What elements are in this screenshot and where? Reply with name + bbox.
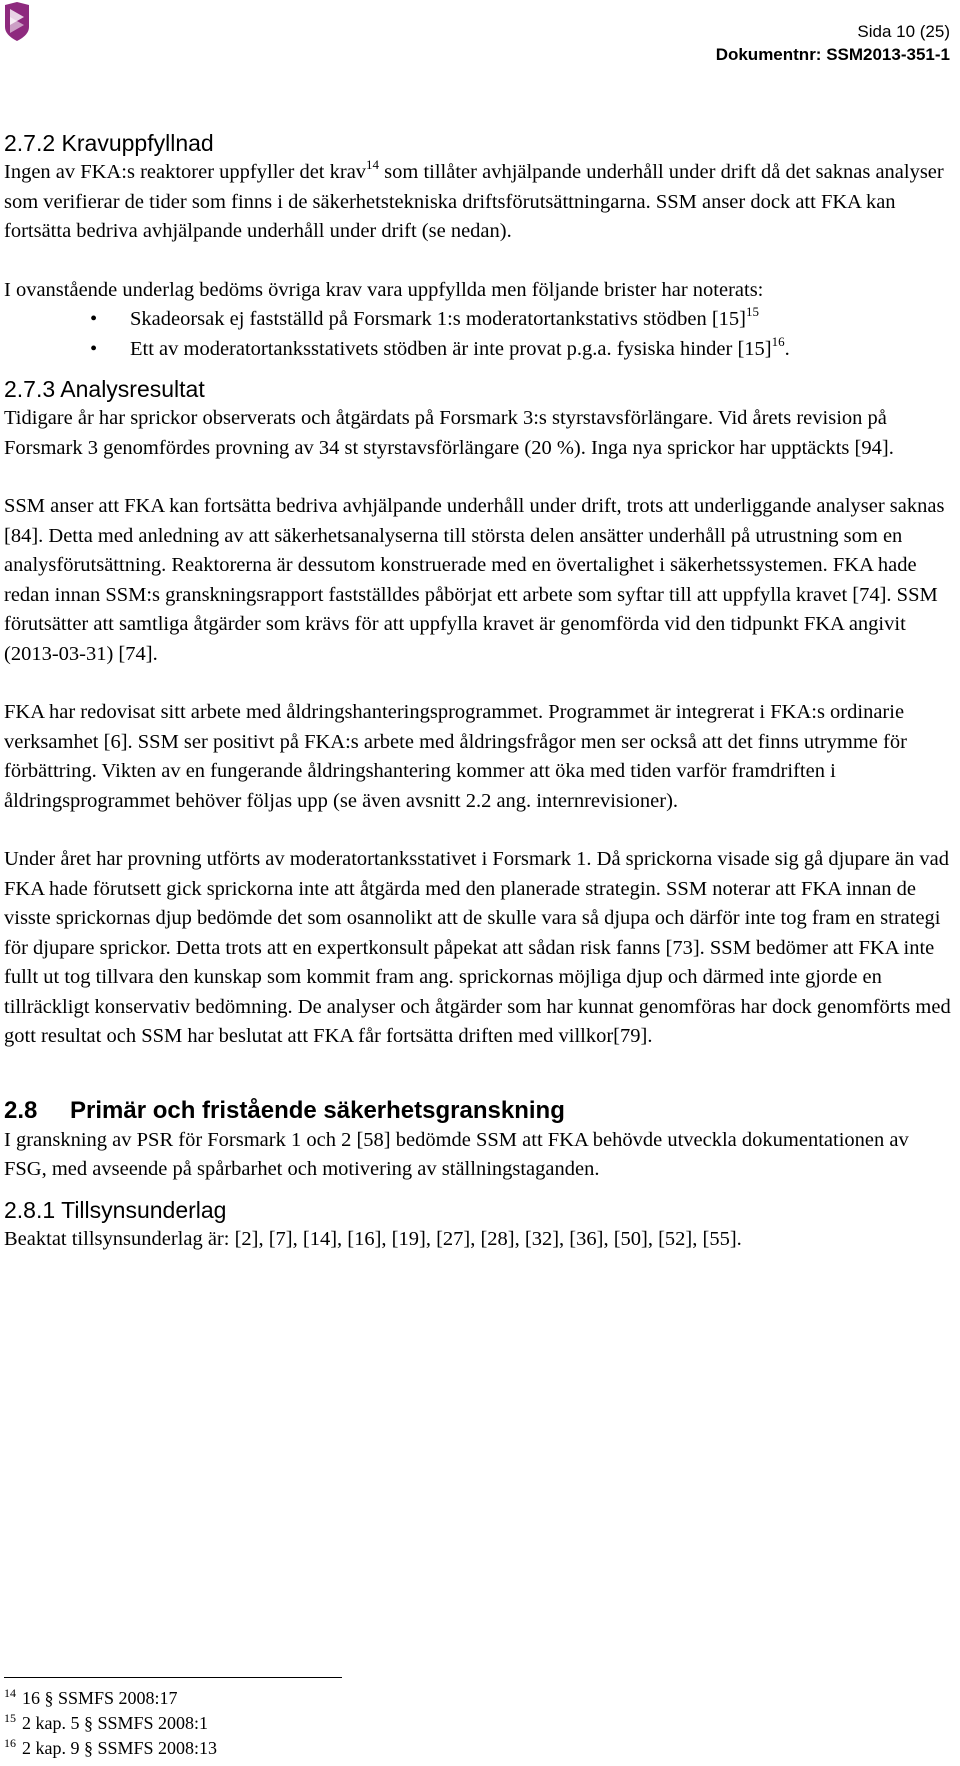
- footnote-text: 2 kap. 5 § SSMFS 2008:1: [22, 1713, 209, 1733]
- footnote-15: [4, 1711, 217, 1736]
- section-number: 2.8: [4, 1096, 38, 1124]
- footnote-14: [4, 1686, 217, 1711]
- document-number: Dokumentnr: SSM2013-351-1: [715, 45, 950, 64]
- paragraph: Tidigare år har sprickor observerats och åtgärdats på Forsmark 3:s styrstavsförlängare. Vid årets revision på Forsmark 3 genomfördes provning av 34 st styrstavsförlängare (20 %). Inga nya sprickor har upptäckts [94].: [4, 407, 894, 459]
- footnote-text: 16 § SSMFS 2008:17: [22, 1688, 178, 1708]
- paragraph: FKA har redovisat sitt arbete med åldringshanteringsprogrammet. Programmet är integrerat i FKA:s ordinarie verksamhet [6]. SSM ser positivt på FKA:s arbete med åldringsfrågor men ser också att det finns utrymme för förbättring. Vikten av en fungerande åldringshantering kommer att öka med tiden varför framdriften i åldringsprogrammet behöver följas upp (se även avsnitt 2.2 ang. internrevisioner).: [4, 701, 907, 812]
- page-number: Sida 10 (25): [857, 22, 950, 41]
- footnotes: [4, 1686, 217, 1761]
- footnote-divider: [4, 1677, 342, 1678]
- paragraph-kravuppfyllnad: [4, 158, 954, 247]
- paragraph-tillsynsunderlag: Beaktat tillsynsunderlag är: [2], [7], [14], [16], [19], [27], [28], [32], [36], [50], [52], [55].: [4, 1227, 742, 1250]
- ssm-logo: [4, 2, 30, 42]
- footnote-ref-15[interactable]: 15: [746, 304, 760, 319]
- list-item-text: Ett av moderatortanksstativets stödben är inte provat p.g.a. fysiska hinder [15]: [130, 337, 772, 360]
- document-body: [4, 128, 954, 1254]
- footnote-ref-16[interactable]: 16: [771, 333, 785, 349]
- paragraph-text: Ingen av FKA:s reaktorer uppfyller det krav: [4, 161, 367, 183]
- footnote-text: 2 kap. 9 § SSMFS 2008:13: [22, 1738, 218, 1758]
- list-item-suffix: .: [784, 337, 790, 360]
- bullet-icon: •: [90, 337, 98, 360]
- heading-2-8: [4, 1096, 954, 1126]
- paragraph-text: som tillåter avhjälpande underhåll under drift då det saknas analyser som verifierar de tider som finns i de säkerhetstekniska driftsförutsättningarna. SSM anser dock att FKA kan fortsätta bedriva avhjälpande underhåll under drift (se nedan).: [4, 161, 944, 242]
- paragraph: Under året har provning utförts av moderatortanksstativet i Forsmark 1. Då sprickorna visade sig gå djupare än vad FKA hade förutsett gick sprickorna inte att åtgärda med den planerade strategin. SSM noterar att FKA innan de visste sprickornas djup bedömde det som osannolikt att de skulle vara så djupa och därför inte tog fram en strategi för djupare sprickor. Detta trots att en expertkonsult påpekat att sådan risk fanns [73]. SSM bedömer att FKA inte fullt ut tog tillvara den kunskap som kommit fram ang. sprickornas möjliga djup och därmed inte gjorde en tillräckligt konservativ bedömning. De analyser och åtgärder som har kunnat genomföras har dock genomförts med gott resultat och SSM har beslutat att FKA får fortsätta driften med villkor[79].: [4, 848, 951, 1047]
- section-title: Primär och fristående säkerhetsgranskning: [70, 1096, 565, 1124]
- brister-list: [4, 305, 954, 364]
- paragraph: SSM anser att FKA kan fortsätta bedriva avhjälpande underhåll under drift, trots att underliggande analyser saknas [84]. Detta med anledning av att säkerhetsanalyserna till största delen ansätter underhåll på utrustning som en analysförutsättning. Reaktorerna är dessutom konstruerade med en övertalighet i säkerhetssystemen. FKA hade redan innan SSM:s granskningsrapport fastställdes påbörjat ett arbete som syftar till att uppfylla kravet [74]. SSM förutsätter att samtliga åtgärder som krävs för att uppfylla kravet är genomförda vid den tidpunkt FKA angivit (2013-03-31) [74].: [4, 495, 945, 665]
- heading-2-8-1: 2.8.1 Tillsynsunderlag: [4, 1196, 227, 1223]
- bullet-icon: •: [90, 308, 98, 330]
- footnote-number: 16: [4, 1736, 16, 1750]
- paragraph-brister: I ovanstående underlag bedöms övriga krav vara uppfyllda men följande brister har noterats:: [4, 278, 764, 301]
- heading-2-7-3: 2.7.3 Analysresultat: [4, 376, 205, 402]
- heading-2-7-2: 2.7.2 Kravuppfyllnad: [4, 130, 214, 156]
- footnote-16: [4, 1736, 217, 1761]
- list-item-text: Skadeorsak ej fastställd på Forsmark 1:s moderatortankstativs stödben [15]: [130, 308, 747, 330]
- paragraph: I granskning av PSR för Forsmark 1 och 2 [58] bedömde SSM att FKA behövde utveckla dokumentationen av FSG, med avseende på spårbarhet och motivering av ställningstaganden.: [4, 1128, 909, 1180]
- list-item: [4, 335, 954, 365]
- footnote-number: 15: [4, 1711, 16, 1725]
- footnote-ref-14[interactable]: 14: [366, 157, 380, 172]
- footnote-number: 14: [4, 1686, 16, 1700]
- list-item: [4, 305, 954, 335]
